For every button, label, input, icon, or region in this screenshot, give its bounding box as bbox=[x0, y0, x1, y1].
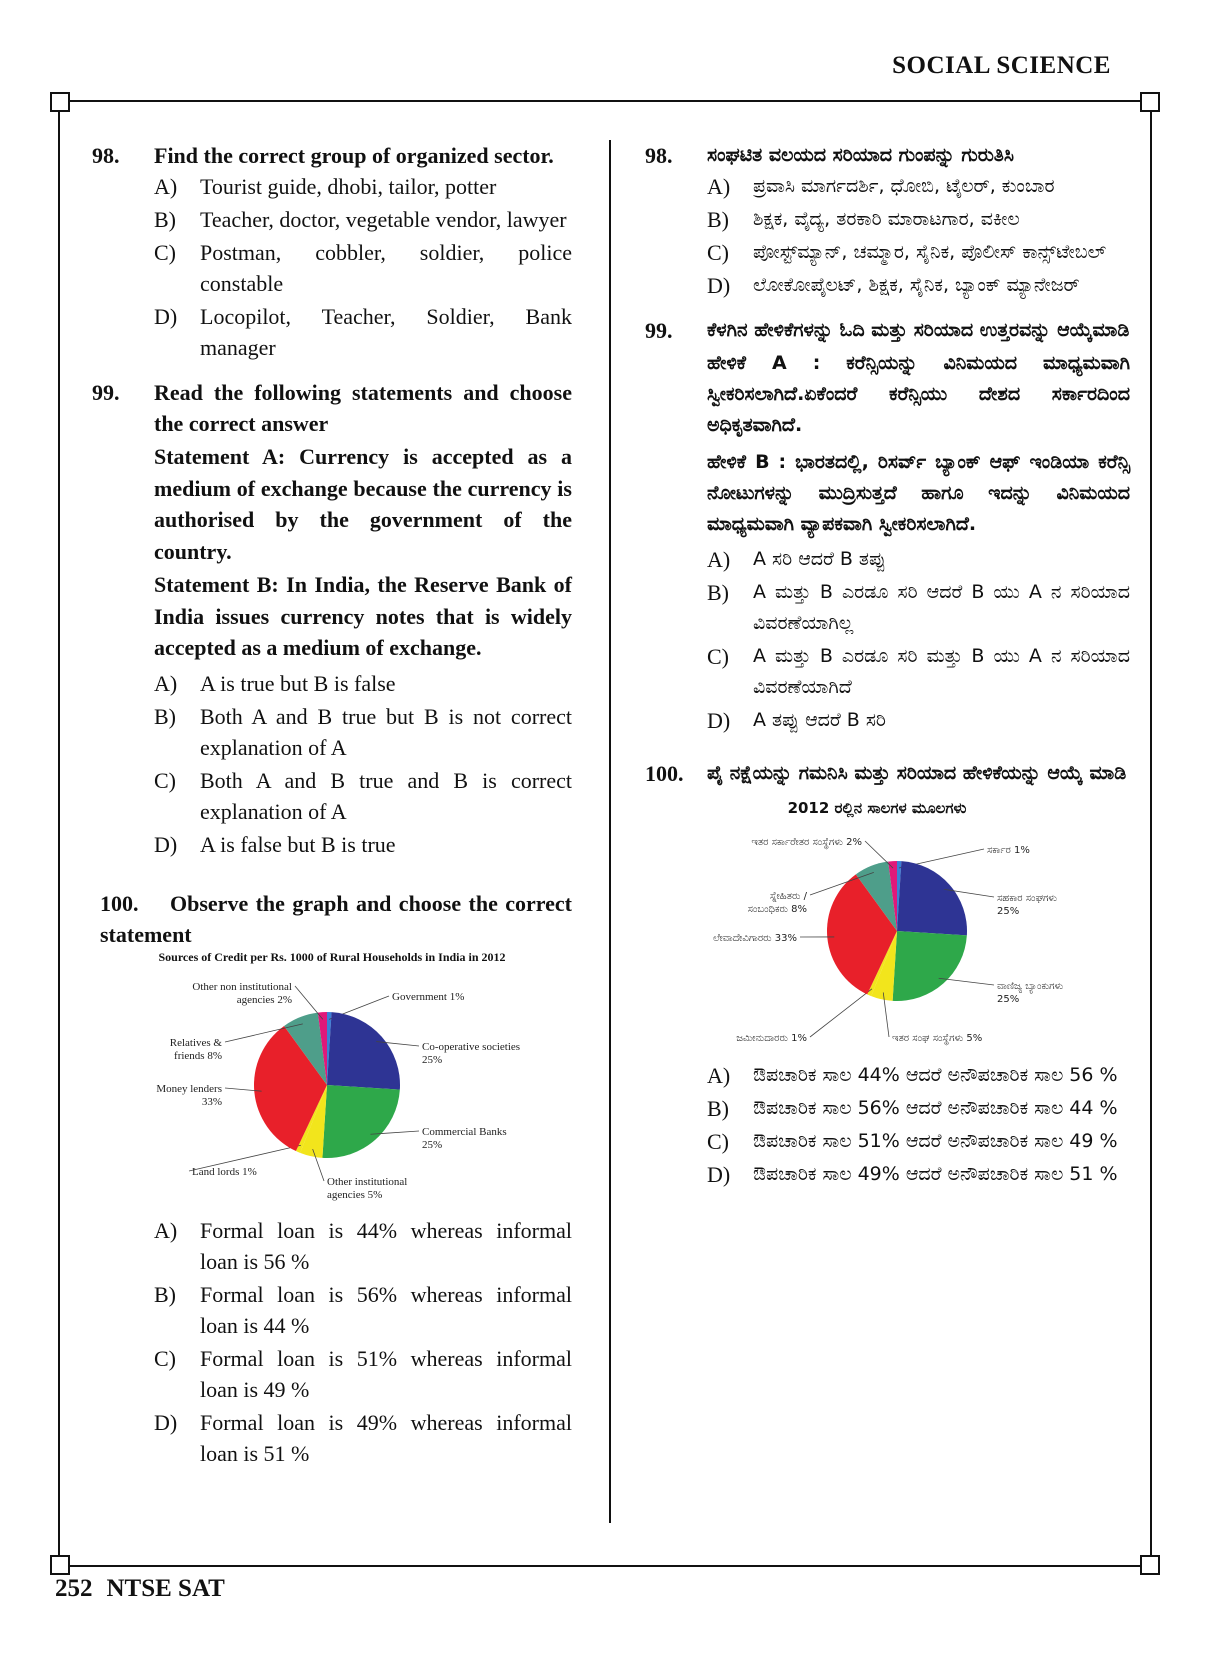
pie-chart-english bbox=[92, 950, 572, 1215]
option: A) Formal loan is 44% whereas informal loan is 56 % bbox=[154, 1217, 572, 1274]
option: D) Locopilot, Teacher, Soldier, Bank manager bbox=[154, 304, 572, 360]
question-98-kannada bbox=[645, 140, 1130, 301]
option: C) A ಮತ್ತು B ಎರಡೂ ಸರಿ ಮತ್ತು B ಯು A ನ ಸರಿಯಾದ ವಿವರಣೆಯಾಗಿದೆ bbox=[707, 644, 1130, 698]
statement-a: Statement A: Currency is accepted as a medium of exchange because the currency is authorised by the government of the country. bbox=[154, 444, 572, 564]
slice-label: Relatives & friends 8% bbox=[169, 1036, 222, 1062]
slice-label: ಸ್ನೇಹಿತರು / ಸಂಬಂಧಿಕರು 8% bbox=[747, 891, 807, 915]
pie-slice bbox=[322, 1085, 399, 1158]
slice-label: ಇತರ ಸರ್ಕಾರೇತರ ಸಂಸ್ಥೆಗಳು 2% bbox=[751, 837, 862, 848]
question-number: 98. bbox=[645, 143, 673, 168]
question-text: Find the correct group of organized sector. bbox=[154, 143, 554, 168]
slice-label: Co-operative societies 25% bbox=[422, 1040, 521, 1066]
question-number: 100. bbox=[100, 890, 139, 916]
slice-label: ಲೇವಾದೇವಿಗಾರರು 33% bbox=[712, 933, 797, 944]
frame-corner-ornament bbox=[1140, 1555, 1160, 1575]
option-list bbox=[707, 171, 1130, 301]
question-100 bbox=[92, 888, 572, 1469]
pie-slice bbox=[893, 931, 967, 1001]
slice-label: Land lords 1% bbox=[192, 1165, 257, 1178]
question-number: 100. bbox=[645, 761, 684, 786]
option: B) ಶಿಕ್ಷಕ, ವೈದ್ಯ, ತರಕಾರಿ ಮಾರಾಟಗಾರ, ವಕೀಲ bbox=[707, 207, 1020, 232]
slice-label: ಇತರ ಸಂಘ ಸಂಸ್ಥೆಗಳು 5% bbox=[892, 1033, 983, 1044]
option: B) Teacher, doctor, vegetable vendor, lawyer bbox=[154, 207, 567, 232]
option-list bbox=[707, 1060, 1130, 1190]
option: D) ಲೋಕೋಪೈಲಟ್, ಶಿಕ್ಷಕ, ಸೈನಿಕ, ಬ್ಯಾಂಕ್ ಮ್ಯಾನೇಜರ್ bbox=[707, 273, 1080, 298]
pie-chart-kannada bbox=[667, 799, 1087, 1054]
option: C) ಔಪಚಾರಿಕ ಸಾಲ 51% ಆದರೆ ಅನೌಪಚಾರಿಕ ಸಾಲ 49 % bbox=[707, 1129, 1118, 1154]
statement-b: Statement B: In India, the Reserve Bank of India issues currency notes that is widely accepted as a medium of exchange. bbox=[154, 572, 572, 660]
question-text: Read the following statements and choose the correct answer bbox=[154, 380, 572, 436]
slice-label: ಸರ್ಕಾರ 1% bbox=[987, 845, 1030, 856]
option: A) A is true but B is false bbox=[154, 670, 396, 696]
slice-label: ವಾಣಿಜ್ಯ ಬ್ಯಾಂಕುಗಳು 25% bbox=[997, 981, 1064, 1005]
question-number: 98. bbox=[92, 143, 120, 168]
chart-title: 2012 ರಲ್ಲಿನ ಸಾಲಗಳ ಮೂಲಗಳು bbox=[787, 799, 967, 817]
slice-label: Commercial Banks 25% bbox=[422, 1125, 507, 1151]
question-text: ಸಂಘಟಿತ ವಲಯದ ಸರಿಯಾದ ಗುಂಪನ್ನು ಗುರುತಿಸಿ bbox=[707, 144, 1014, 166]
option: B) Both A and B true but B is not correct explanation of A bbox=[154, 703, 572, 760]
frame-corner-ornament bbox=[50, 92, 70, 112]
leader-line bbox=[939, 978, 994, 985]
option: C) Both A and B true and B is correct explanation of A bbox=[154, 767, 572, 824]
option: A) A ಸರಿ ಆದರೆ B ತಪ್ಪು bbox=[707, 547, 886, 572]
question-number: 99. bbox=[92, 380, 120, 405]
chart-title: Sources of Credit per Rs. 1000 of Rural Households in India in 2012 bbox=[158, 949, 506, 964]
question-99-kannada bbox=[645, 315, 1130, 736]
option-list bbox=[154, 171, 572, 363]
option: C) Postman, cobbler, soldier, police constable bbox=[154, 240, 572, 296]
option: D) Formal loan is 49% whereas informal loan is 51 % bbox=[154, 1409, 572, 1466]
question-98 bbox=[92, 140, 572, 363]
option: C) ಪೋಸ್ಟ್‌ಮ್ಯಾನ್, ಚಮ್ಮಾರ, ಸೈನಿಕ, ಪೊಲೀಸ್ ಕಾನ್ಸ್‌ಟೇಬಲ್ bbox=[707, 240, 1107, 265]
slice-label: Other non institutional agencies 2% bbox=[192, 980, 292, 1006]
leader-line bbox=[810, 989, 872, 1037]
page-number: 252 bbox=[55, 1575, 93, 1602]
column-divider bbox=[609, 140, 611, 1523]
pie-slice bbox=[327, 1012, 400, 1089]
page-footer bbox=[55, 1575, 225, 1603]
slice-label: ಸಹಕಾರ ಸಂಘಗಳು 25% bbox=[997, 893, 1058, 917]
option: A) ಔಪಚಾರಿಕ ಸಾಲ 44% ಆದರೆ ಅನೌಪಚಾರಿಕ ಸಾಲ 56 % bbox=[707, 1063, 1118, 1088]
option: D) ಔಪಚಾರಿಕ ಸಾಲ 49% ಆದರೆ ಅನೌಪಚಾರಿಕ ಸಾಲ 51 % bbox=[707, 1162, 1118, 1187]
kannada-column bbox=[645, 140, 1130, 1204]
frame-corner-ornament bbox=[1140, 92, 1160, 112]
slice-label: Other institutional agencies 5% bbox=[327, 1175, 408, 1201]
slice-label: ಜಮೀನುದಾರರು 1% bbox=[736, 1033, 807, 1044]
option-list bbox=[154, 1215, 572, 1469]
option-list bbox=[154, 668, 572, 860]
subject-header: SOCIAL SCIENCE bbox=[892, 52, 1111, 79]
option: D) A ತಪ್ಪು ಆದರೆ B ಸರಿ bbox=[707, 708, 886, 733]
question-100-kannada bbox=[645, 758, 1130, 1190]
option: B) Formal loan is 56% whereas informal loan is 44 % bbox=[154, 1281, 572, 1338]
slice-label: Government 1% bbox=[392, 990, 465, 1003]
option: A) ಪ್ರವಾಸಿ ಮಾರ್ಗದರ್ಶಿ, ಧೋಬಿ, ಟೈಲರ್, ಕುಂಬಾರ bbox=[707, 174, 1055, 199]
question-text: Observe the graph and choose the correct statement bbox=[100, 890, 572, 947]
option: B) A ಮತ್ತು B ಎರಡೂ ಸರಿ ಆದರೆ B ಯು A ನ ಸರಿಯಾದ ವಿವರಣೆಯಾಗಿಲ್ಲ bbox=[707, 580, 1130, 634]
question-99 bbox=[92, 377, 572, 860]
option-list bbox=[707, 544, 1130, 736]
option: A) Tourist guide, dhobi, tailor, potter bbox=[154, 174, 497, 199]
slice-label: Money lenders 33% bbox=[156, 1082, 222, 1108]
question-text: ಪೈ ನಕ್ಷೆಯನ್ನು ಗಮನಿಸಿ ಮತ್ತು ಸರಿಯಾದ ಹೇಳಿಕೆಯನ್ನು ಆಯ್ಕೆ ಮಾಡಿ bbox=[707, 762, 1127, 784]
pie-slice bbox=[897, 861, 967, 935]
option: D) A is false but B is true bbox=[154, 831, 396, 857]
option: B) ಔಪಚಾರಿಕ ಸಾಲ 56% ಆದರೆ ಅನೌಪಚಾರಿಕ ಸಾಲ 44 % bbox=[707, 1096, 1118, 1121]
statement-a: ಹೇಳಿಕೆ A : ಕರೆನ್ಸಿಯನ್ನು ವಿನಿಮಯದ ಮಾಧ್ಯಮವಾಗಿ ಸ್ವೀಕರಿಸಲಾಗಿದೆ.ಏಕೆಂದರೆ ಕರೆನ್ಸಿಯು ದೇಶದ ಸರ್ಕಾರದಿಂದ ಅಧಿಕೃತವಾಗಿದೆ. bbox=[707, 352, 1130, 436]
option: C) Formal loan is 51% whereas informal loan is 49 % bbox=[154, 1345, 572, 1402]
question-number: 99. bbox=[645, 318, 673, 343]
english-column bbox=[92, 140, 572, 1483]
pie-chart-svg bbox=[92, 970, 572, 1215]
frame-corner-ornament bbox=[50, 1555, 70, 1575]
book-title: NTSE SAT bbox=[106, 1575, 225, 1602]
question-text: ಕೆಳಗಿನ ಹೇಳಿಕೆಗಳನ್ನು ಓದಿ ಮತ್ತು ಸರಿಯಾದ ಉತ್ತರವನ್ನು ಆಯ್ಕೆಮಾಡಿ bbox=[707, 319, 1130, 341]
pie-chart-svg bbox=[667, 819, 1087, 1054]
statement-b: ಹೇಳಿಕೆ B : ಭಾರತದಲ್ಲಿ, ರಿಸರ್ವ್ ಬ್ಯಾಂಕ್ ಆಫ್ ಇಂಡಿಯಾ ಕರೆನ್ಸಿ ನೋಟುಗಳನ್ನು ಮುದ್ರಿಸುತ್ತದೆ ಹಾಗೂ ಇದನ್ನು ವಿನಿಮಯದ ಮಾಧ್ಯಮವಾಗಿ ವ್ಯಾಪಕವಾಗಿ ಸ್ವೀಕರಿಸಲಾಗಿದೆ. bbox=[707, 451, 1130, 535]
